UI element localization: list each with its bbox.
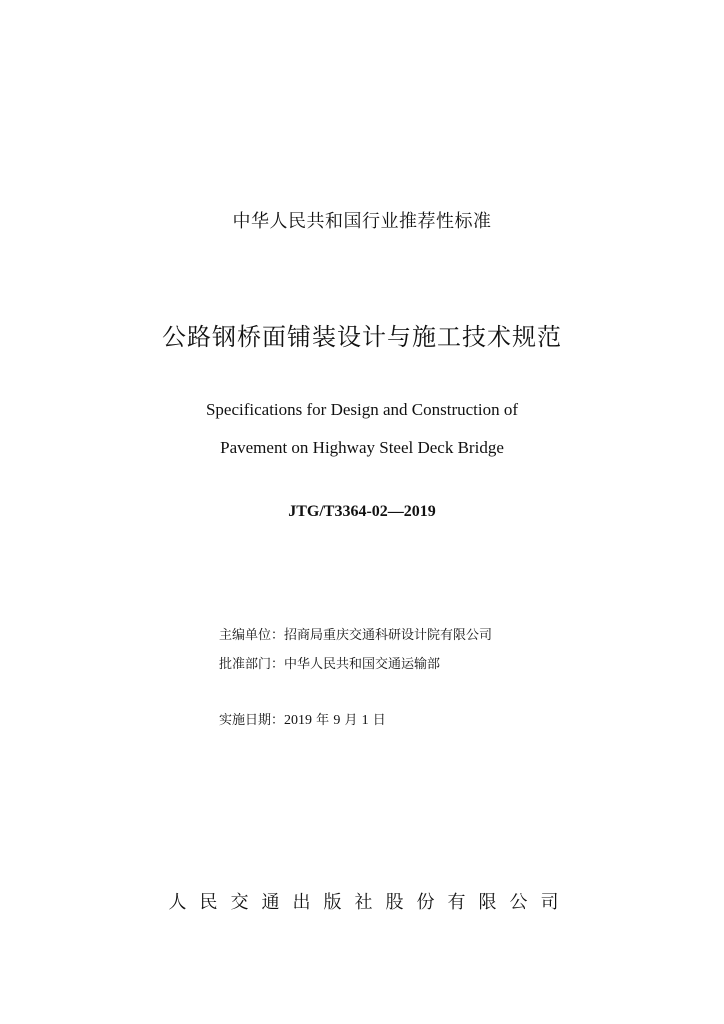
effective-year-unit: 年 xyxy=(316,713,330,728)
page-title-chinese: 公路钢桥面铺装设计与施工技术规范 xyxy=(162,323,562,351)
effective-day-unit: 日 xyxy=(372,713,386,728)
page-title-english-line1: Specifications for Design and Construction of xyxy=(205,400,519,419)
page-title-english-line2: Pavement on Highway Steel Deck Bridge xyxy=(220,438,504,457)
editor-unit-label: 主编单位： xyxy=(219,628,285,643)
effective-date-label: 实施日期： xyxy=(219,713,285,728)
editor-unit-line xyxy=(219,624,492,643)
editor-unit-value: 招商局重庆交通科研设计院有限公司 xyxy=(284,628,493,643)
effective-date-line xyxy=(219,709,386,729)
effective-month: 9 xyxy=(333,713,341,728)
effective-year: 2019 xyxy=(284,713,313,728)
effective-month-unit: 月 xyxy=(344,713,358,728)
approver-label: 批准部门： xyxy=(219,657,285,672)
publisher-name: 人民交通出版社股份有限公司 xyxy=(168,892,572,913)
standard-category: 中华人民共和国行业推荐性标准 xyxy=(232,211,492,232)
approver-line xyxy=(219,653,440,672)
effective-day: 1 xyxy=(361,713,369,728)
approver-value: 中华人民共和国交通运输部 xyxy=(284,657,441,672)
standard-number: JTG/T3364-02—2019 xyxy=(288,503,436,520)
